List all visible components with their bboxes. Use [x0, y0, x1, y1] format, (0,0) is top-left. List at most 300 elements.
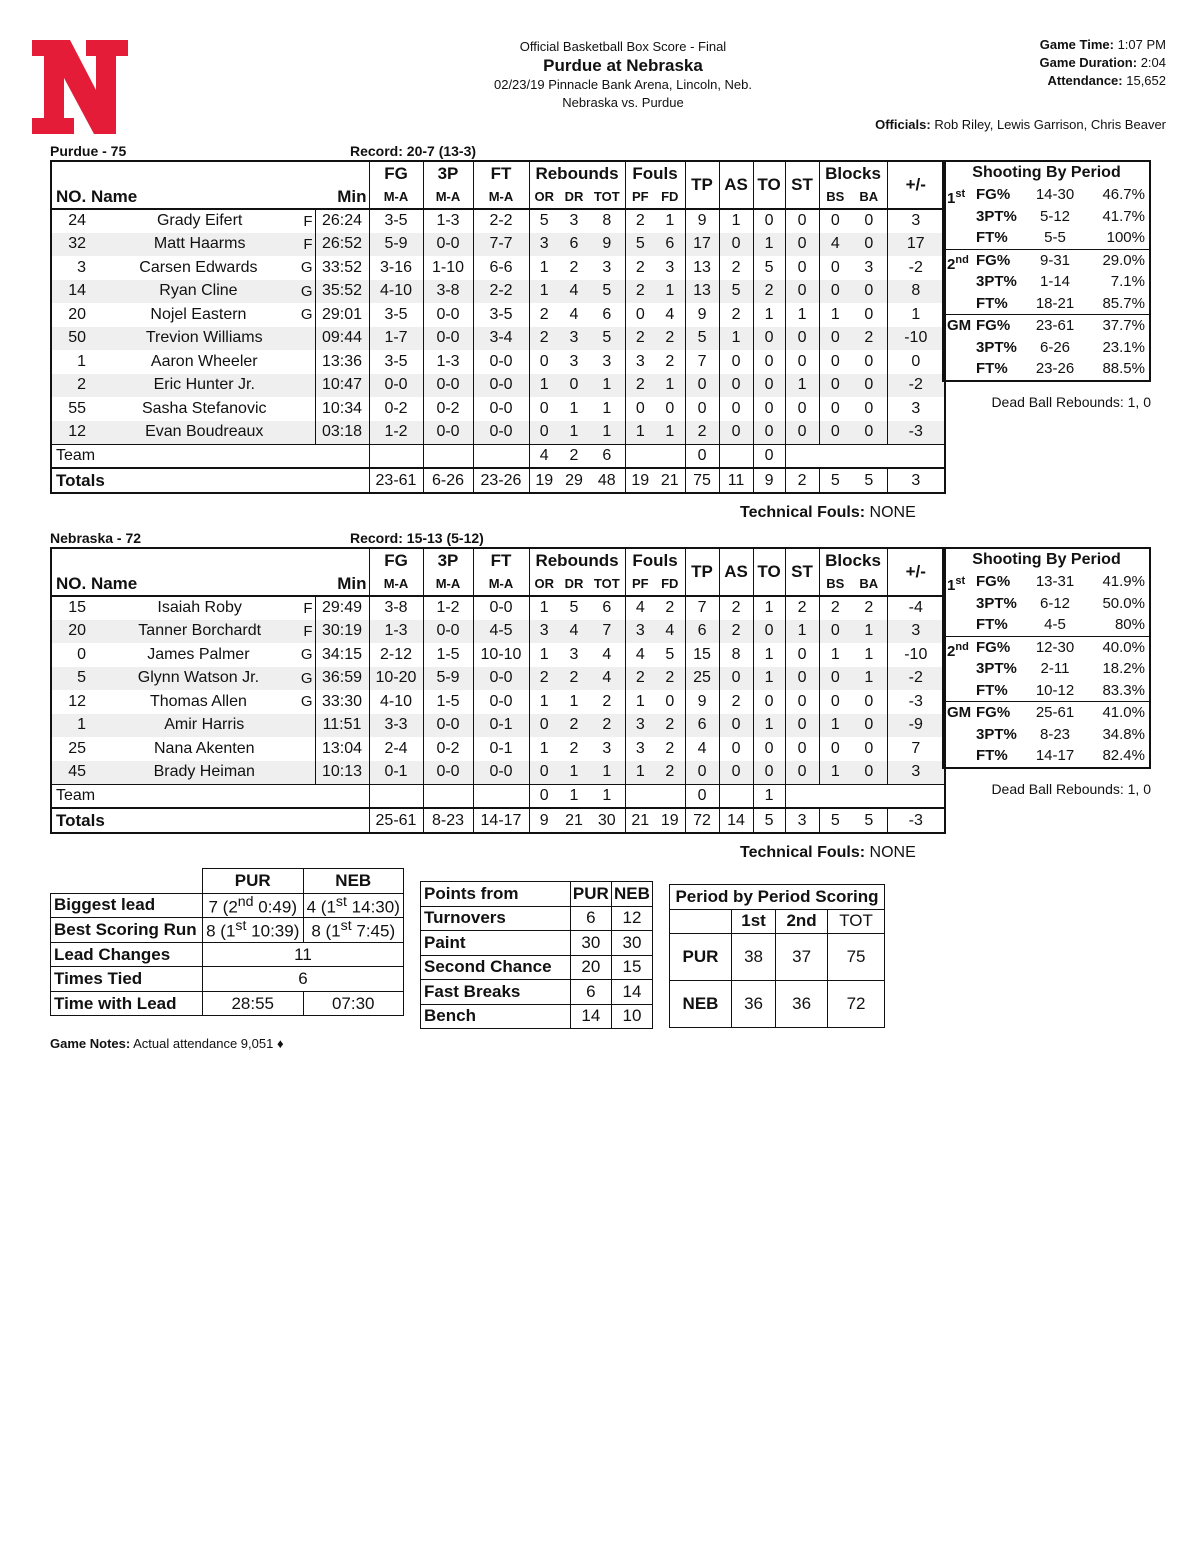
header-3p: 3P	[423, 548, 473, 572]
header-no-name: NO. Name	[51, 185, 315, 209]
player-3p: 0-0	[423, 303, 473, 327]
player-row	[51, 209, 945, 233]
shooting-period-label	[944, 358, 976, 380]
player-tp: 0	[685, 761, 719, 785]
points-from-neb: NEB	[611, 882, 652, 907]
game-info	[1040, 36, 1166, 90]
player-as: 0	[719, 714, 753, 738]
header-fg-ma: M-A	[369, 572, 423, 596]
points-from-table	[420, 881, 653, 1029]
totals-fg: 23-61	[369, 468, 423, 493]
game-notes-label: Game Notes:	[50, 1036, 131, 1051]
shooting-stat-label: 3PT%	[976, 660, 1017, 677]
player-or: 2	[529, 327, 559, 351]
totals-as: 11	[719, 468, 753, 493]
player-fg: 3-8	[369, 596, 423, 620]
player-bs: 1	[830, 645, 840, 663]
player-reb-tot: 4	[589, 643, 625, 667]
player-to: 0	[753, 374, 785, 398]
player-reb-tot: 5	[589, 280, 625, 304]
header-dr: DR	[559, 572, 589, 596]
player-dr: 5	[569, 599, 579, 617]
totals-or: 19	[529, 468, 559, 493]
player-plus-minus: 3	[911, 212, 921, 230]
player-or: 2	[539, 305, 549, 323]
points-from-neb-value: 10	[611, 1004, 652, 1029]
shooting-stat-label: FT%	[976, 294, 1008, 312]
player-no-name	[51, 643, 315, 667]
header-min: Min	[315, 572, 369, 596]
shooting-percent: 85.7%	[1102, 294, 1145, 312]
player-min: 26:52	[315, 233, 369, 257]
header-ba: BA	[851, 572, 887, 596]
shooting-period-group	[944, 249, 1149, 315]
player-row	[51, 327, 945, 351]
player-dr: 4	[559, 620, 589, 644]
player-fd: 4	[655, 303, 685, 327]
period-number: GM	[947, 704, 972, 721]
period-scoring-title: Period by Period Scoring	[670, 885, 885, 910]
header-to: TO	[753, 548, 785, 596]
player-name: Carsen Edwards	[139, 258, 258, 276]
period-suffix: st	[955, 188, 966, 200]
matchup-title: Purdue at Nebraska	[543, 56, 703, 75]
player-ba: 1	[851, 643, 887, 667]
player-or: 0	[529, 421, 559, 445]
player-plus-minus: 3	[911, 399, 921, 417]
player-dr: 3	[569, 352, 579, 370]
player-pf: 5	[625, 233, 655, 257]
player-bs: 0	[819, 667, 851, 691]
header-3p-ma: M-A	[423, 572, 473, 596]
shooting-made-attempted: 2-11	[1040, 660, 1070, 677]
shooting-by-period	[942, 547, 1151, 769]
player-or: 0	[529, 761, 559, 785]
shooting-made-attempted: 18-21	[1035, 294, 1075, 312]
team-to: 1	[753, 784, 785, 808]
player-dr: 2	[569, 739, 579, 757]
totals-dr: 29	[559, 468, 589, 493]
player-name: Nojel Eastern	[150, 305, 247, 323]
player-to: 1	[753, 643, 785, 667]
period-suffix: nd	[955, 640, 969, 653]
player-st: 0	[785, 667, 819, 691]
player-tp: 0	[685, 397, 719, 421]
period-team: PUR	[670, 934, 732, 981]
player-pf: 2	[635, 258, 645, 276]
player-position: G	[300, 259, 313, 277]
totals-plus-minus: 3	[887, 468, 945, 493]
player-dr: 3	[569, 645, 579, 663]
player-or: 1	[539, 739, 549, 757]
player-pf: 2	[625, 327, 655, 351]
player-name: Eric Hunter Jr.	[153, 376, 255, 394]
shooting-period-label	[944, 227, 976, 249]
shooting-made-attempted: 25-61	[1035, 704, 1075, 721]
player-no-name	[51, 397, 315, 421]
header-ft-ma: M-A	[473, 185, 529, 209]
player-ft: 7-7	[473, 233, 529, 257]
player-ba: 1	[851, 667, 887, 691]
player-number: 55	[68, 399, 86, 417]
shooting-row	[944, 250, 1149, 272]
points-from-category: Fast Breaks	[421, 980, 571, 1005]
period-1st-score: 38	[732, 934, 776, 981]
player-ft: 3-5	[473, 303, 529, 327]
player-ft: 0-1	[473, 714, 529, 738]
player-st: 0	[785, 737, 819, 761]
player-3p: 0-2	[423, 397, 473, 421]
player-reb-tot: 6	[589, 303, 625, 327]
player-to: 0	[753, 737, 785, 761]
player-fg: 1-2	[369, 421, 423, 445]
shooting-made-attempted: 23-61	[1035, 317, 1075, 334]
player-fg: 0-0	[369, 374, 423, 398]
biggest-lead-neb: 4 (1st 14:30)	[303, 893, 404, 918]
player-fd: 3	[655, 256, 685, 280]
player-name: Aaron Wheeler	[150, 352, 258, 370]
period-number: 1	[947, 190, 956, 207]
points-from-category: Second Chance	[421, 955, 571, 980]
player-plus-minus: -4	[908, 599, 923, 617]
player-bs: 2	[830, 599, 840, 617]
player-row	[51, 397, 945, 421]
team-name: Nebraska - 72	[50, 530, 142, 546]
player-dr: 4	[569, 305, 579, 323]
player-min: 03:18	[315, 421, 369, 445]
player-name: Evan Boudreaux	[145, 423, 264, 440]
totals-label: Totals	[51, 468, 369, 493]
best-run-neb: 8 (1st 7:45)	[303, 918, 404, 943]
player-plus-minus: 3	[887, 761, 945, 785]
team-name: Purdue - 75	[50, 143, 127, 159]
player-fd: 5	[655, 643, 685, 667]
points-from-neb-value: 30	[611, 931, 652, 956]
period-2nd-header: 2nd	[776, 909, 828, 934]
shooting-made-attempted: 5-12	[1039, 207, 1071, 225]
dead-ball-rebounds: Dead Ball Rebounds: 1, 0	[991, 394, 1151, 410]
player-name: Amir Harris	[164, 716, 245, 734]
player-bs: 0	[819, 280, 851, 304]
player-ft: 4-5	[473, 620, 529, 644]
player-name: Matt Haarms	[153, 235, 246, 253]
shooting-period-label	[944, 250, 976, 272]
shooting-made-attempted: 14-17	[1035, 747, 1075, 764]
player-fg: 3-3	[369, 714, 423, 738]
player-st: 0	[785, 350, 819, 374]
player-as: 1	[719, 327, 753, 351]
player-position: F	[303, 212, 313, 230]
player-no-name	[51, 280, 315, 304]
header-fg: FG	[369, 548, 423, 572]
shooting-title: Shooting By Period	[972, 551, 1121, 568]
header-fg: FG	[369, 161, 423, 185]
player-fg: 4-10	[369, 690, 423, 714]
player-as: 2	[719, 256, 753, 280]
totals-3p: 8-23	[423, 808, 473, 833]
team-fd	[655, 784, 685, 808]
player-st: 0	[785, 397, 819, 421]
shooting-percent: 46.7%	[1102, 186, 1145, 203]
player-tp: 2	[685, 421, 719, 445]
team-ft	[473, 444, 529, 468]
points-from-row	[421, 1004, 653, 1029]
lead-changes: 11	[203, 942, 404, 967]
player-dr: 1	[569, 399, 579, 417]
player-pf: 1	[625, 761, 655, 785]
shooting-by-period	[942, 160, 1151, 382]
period-number: 2	[947, 255, 956, 273]
player-fg: 2-4	[369, 737, 423, 761]
header-plus-minus: +/-	[887, 161, 945, 209]
player-plus-minus: -9	[887, 714, 945, 738]
game-date-venue: 02/23/19 Pinnacle Bank Arena, Lincoln, Neb.	[493, 77, 752, 92]
shooting-period-label	[944, 315, 976, 337]
player-or: 1	[539, 692, 549, 710]
player-min: 34:15	[315, 643, 369, 667]
player-plus-minus: -2	[908, 258, 923, 276]
header-rebounds: Rebounds	[529, 161, 625, 185]
shooting-percent: 41.0%	[1102, 704, 1145, 721]
player-pf: 3	[625, 714, 655, 738]
shooting-period-label	[944, 680, 976, 702]
player-dr: 1	[559, 761, 589, 785]
shooting-stat-label: FT%	[976, 616, 1008, 633]
header-as: AS	[719, 161, 753, 209]
totals-fg: 25-61	[369, 808, 423, 833]
shooting-stat-label: 3PT%	[976, 594, 1017, 612]
shooting-percent: 37.7%	[1102, 317, 1145, 334]
player-tp: 6	[685, 620, 719, 644]
shooting-row	[944, 680, 1149, 702]
times-tied-label: Times Tied	[51, 967, 203, 992]
period-suffix: nd	[955, 253, 969, 266]
player-min: 09:44	[315, 327, 369, 351]
player-tp: 7	[685, 350, 719, 374]
player-position: F	[303, 235, 313, 253]
player-to: 1	[753, 233, 785, 257]
player-st: 0	[785, 421, 819, 445]
player-plus-minus: -2	[887, 374, 945, 398]
matchup-subtitle: Nebraska vs. Purdue	[562, 95, 684, 110]
player-or: 0	[539, 352, 549, 370]
time-with-lead-pur: 28:55	[203, 991, 304, 1016]
game-time: 1:07 PM	[1117, 37, 1166, 52]
player-tp: 15	[685, 643, 719, 667]
shooting-percent: 41.7%	[1102, 207, 1145, 225]
player-to: 0	[753, 690, 785, 714]
shooting-stat-label: FT%	[976, 681, 1008, 699]
team-tp: 0	[685, 444, 719, 468]
header-fd: FD	[655, 185, 685, 209]
player-dr: 2	[569, 258, 579, 276]
player-bs: 0	[830, 258, 840, 276]
team-bs	[819, 444, 851, 468]
header-bs: BS	[819, 185, 851, 209]
player-row	[51, 690, 945, 714]
totals-bs: 5	[819, 808, 851, 833]
player-fg: 3-5	[369, 209, 423, 233]
points-from-row	[421, 980, 653, 1005]
player-min: 29:01	[315, 303, 369, 327]
team-tp: 0	[685, 784, 719, 808]
header-blocks: Blocks	[819, 548, 887, 572]
player-plus-minus: 1	[911, 305, 921, 323]
shooting-row	[944, 184, 1149, 206]
player-to: 5	[753, 256, 785, 280]
shooting-made-attempted: 6-26	[1039, 338, 1071, 356]
player-pf: 3	[635, 352, 645, 370]
player-row	[51, 596, 945, 620]
player-bs: 0	[830, 692, 840, 710]
player-reb-tot: 1	[589, 374, 625, 398]
player-st: 0	[785, 690, 819, 714]
player-number: 1	[77, 352, 86, 370]
player-no-name	[51, 620, 315, 644]
player-3p: 1-3	[423, 209, 473, 233]
player-fd: 2	[655, 761, 685, 785]
player-plus-minus: 17	[887, 233, 945, 257]
header-spacer-min	[315, 548, 369, 572]
player-number: 20	[68, 305, 86, 323]
team-or: 0	[529, 784, 559, 808]
team-dr: 2	[559, 444, 589, 468]
header-as: AS	[719, 548, 753, 596]
player-name: Glynn Watson Jr.	[137, 669, 260, 687]
player-3p: 0-0	[423, 421, 473, 445]
player-number: 12	[68, 423, 86, 440]
player-number: 32	[68, 235, 86, 253]
totals-label: Totals	[51, 808, 369, 833]
player-reb-tot: 1	[589, 421, 625, 445]
shooting-row	[944, 315, 1149, 337]
player-tp: 13	[685, 280, 719, 304]
player-to: 0	[753, 350, 785, 374]
player-plus-minus: -2	[887, 667, 945, 691]
player-fd: 1	[655, 209, 685, 233]
points-from-category: Paint	[421, 931, 571, 956]
player-3p: 5-9	[423, 667, 473, 691]
player-no-name	[51, 256, 315, 280]
player-st: 0	[785, 256, 819, 280]
player-ba: 0	[851, 209, 887, 233]
player-name: Grady Eifert	[156, 212, 243, 230]
totals-ft: 14-17	[473, 808, 529, 833]
player-tp: 13	[685, 256, 719, 280]
shooting-stat-label: FG%	[976, 704, 1011, 721]
shooting-period-label	[944, 702, 976, 724]
shooting-row	[944, 571, 1149, 593]
player-name: Nana Akenten	[153, 739, 255, 757]
player-name: Thomas Allen	[149, 692, 247, 710]
player-tp: 9	[685, 209, 719, 233]
player-number: 0	[77, 645, 86, 663]
period-scoring-table	[669, 884, 885, 1028]
player-dr: 1	[569, 692, 579, 710]
player-ba: 0	[851, 714, 887, 738]
header-spacer	[51, 161, 315, 185]
player-fd: 1	[655, 280, 685, 304]
shooting-stat-label: FG%	[976, 186, 1011, 203]
header-min: Min	[315, 185, 369, 209]
player-or: 2	[529, 667, 559, 691]
times-tied: 6	[203, 967, 404, 992]
shooting-row	[944, 614, 1149, 636]
player-as: 0	[719, 737, 753, 761]
header-rebounds: Rebounds	[529, 548, 625, 572]
player-no-name	[51, 327, 315, 351]
player-no-name	[51, 233, 315, 257]
player-row	[51, 761, 945, 785]
header-fd: FD	[655, 572, 685, 596]
player-bs: 4	[819, 233, 851, 257]
shooting-made-attempted: 9-31	[1039, 251, 1071, 269]
player-min: 33:30	[315, 690, 369, 714]
report-type: Official Basketball Box Score - Final	[519, 39, 727, 54]
player-to: 1	[753, 303, 785, 327]
player-number: 24	[68, 212, 86, 230]
period-total-score: 72	[828, 981, 885, 1028]
player-plus-minus: 0	[911, 352, 921, 370]
player-3p: 1-5	[423, 643, 473, 667]
player-to: 0	[753, 209, 785, 233]
player-as: 0	[719, 421, 753, 445]
player-or: 0	[539, 399, 549, 417]
player-no-name	[51, 350, 315, 374]
player-dr: 3	[559, 327, 589, 351]
player-ba: 0	[851, 761, 887, 785]
technical-fouls	[740, 844, 916, 862]
points-from-pur-value: 20	[570, 955, 611, 980]
shooting-period-group	[944, 701, 1149, 767]
player-as: 8	[719, 643, 753, 667]
team-as	[719, 444, 753, 468]
player-ba: 0	[851, 303, 887, 327]
shooting-stat-label: FT%	[976, 747, 1008, 764]
player-fd: 2	[655, 327, 685, 351]
player-number: 14	[68, 282, 86, 300]
player-bs: 0	[819, 374, 851, 398]
player-dr: 6	[559, 233, 589, 257]
shooting-percent: 18.2%	[1102, 660, 1145, 677]
player-reb-tot: 3	[589, 737, 625, 761]
player-plus-minus: 8	[887, 280, 945, 304]
player-fg: 0-1	[369, 761, 423, 785]
player-position: G	[300, 282, 313, 300]
player-to: 1	[753, 714, 785, 738]
points-from-pur-value: 6	[570, 980, 611, 1005]
player-ft: 0-0	[473, 690, 529, 714]
period-1st-score: 36	[732, 981, 776, 1028]
player-ba: 0	[851, 280, 887, 304]
time-with-lead-neb: 07:30	[303, 991, 404, 1016]
player-min: 10:34	[315, 397, 369, 421]
player-ba: 2	[851, 596, 887, 620]
player-min: 29:49	[315, 596, 369, 620]
player-number: 50	[68, 329, 86, 347]
team-row	[51, 784, 945, 808]
player-min: 13:04	[315, 737, 369, 761]
shooting-period-label	[944, 745, 976, 767]
header-ba: BA	[851, 185, 887, 209]
totals-ba: 5	[851, 808, 887, 833]
shooting-period-label	[944, 337, 976, 359]
player-tp: 9	[685, 690, 719, 714]
team-st	[785, 444, 819, 468]
player-st: 0	[785, 761, 819, 785]
shooting-row	[944, 658, 1149, 680]
player-ft: 0-0	[473, 374, 529, 398]
